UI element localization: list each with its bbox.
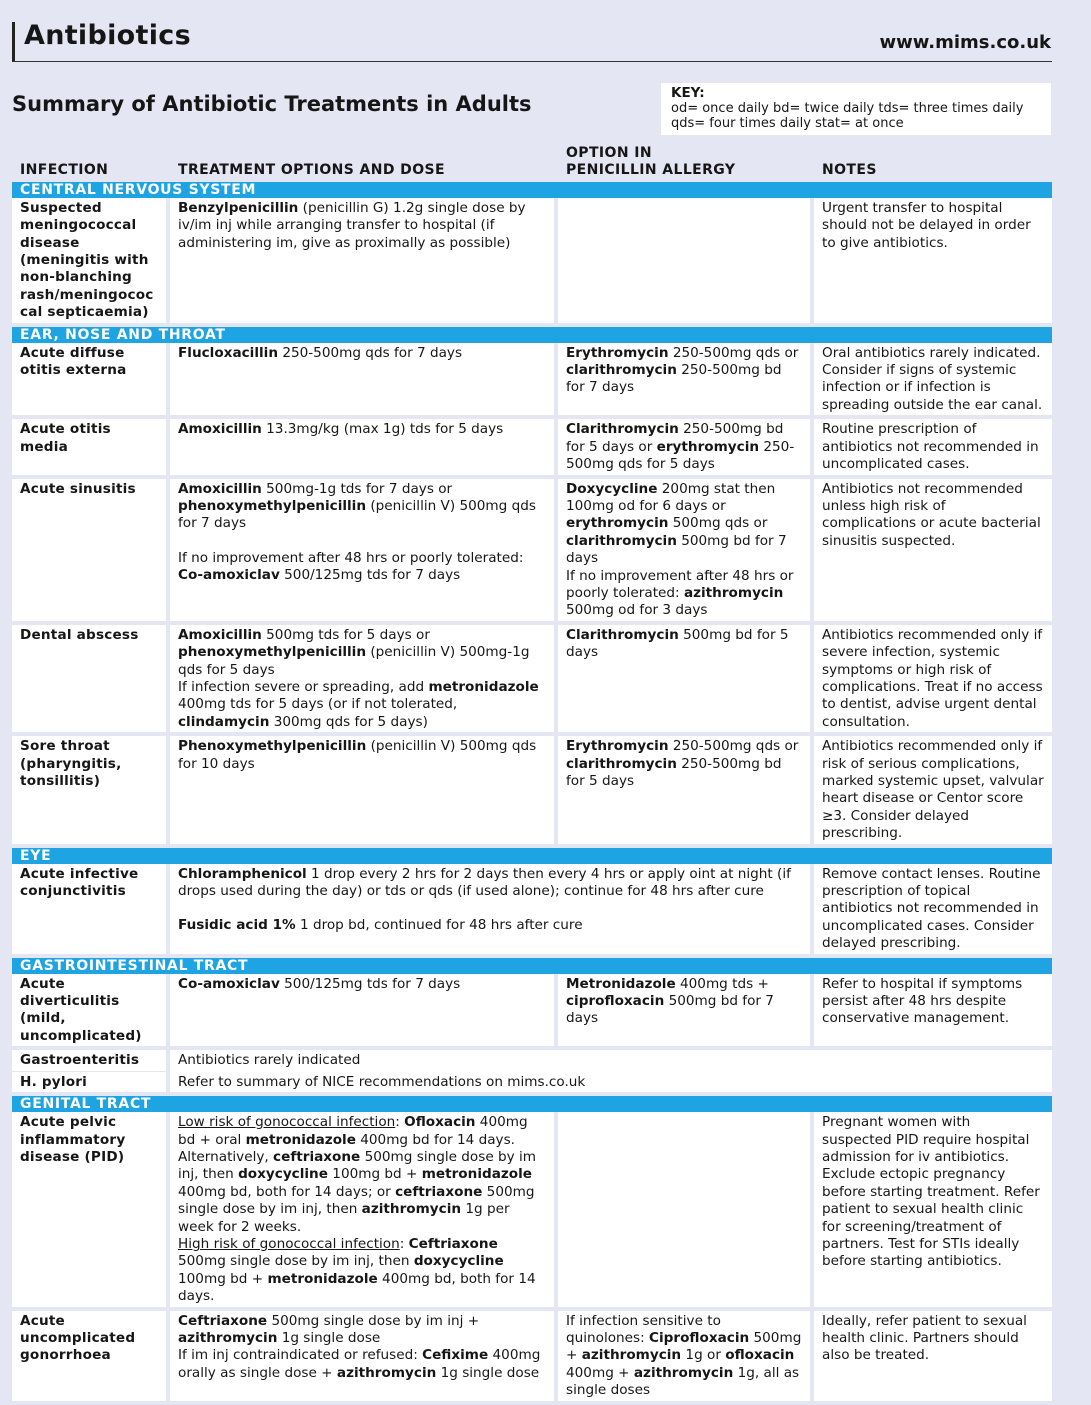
drug-name: doxycycline [238,1166,328,1183]
drug-name: Metronidazole [566,975,676,992]
dose-text: 200mg stat then 100mg od for 6 days or [566,480,776,514]
drug-name: azithromycin [361,1201,462,1218]
drug-name: azithromycin [683,584,784,601]
dose-text: (penicillin V) 500mg qds for 7 days [178,497,536,532]
drug-name: Doxycycline [566,480,658,497]
dose-text: 250-500mg qds for 7 days [278,344,463,361]
dose-text: 500mg-1g tds for 7 days or [261,480,453,497]
dose-text: (penicillin V) 500mg-1g qds for 5 days [178,644,530,678]
table-row [12,625,1052,736]
dose-text: 1 drop every 2 hrs for 2 days then every 4 hrs or apply oint at night (if drops used during the day) or tds or qds (if used alone); continue for 48 hrs after cure [178,865,791,900]
dose-text: 500mg single dose by im inj, then [178,1253,414,1270]
notes-cell: Remove contact lenses. Routine prescription of topical antibiotics not recommended in uncomplicated cases. Consider delayed prescribing. [814,864,1052,958]
dose-text: 400mg bd, both for 14 days. [178,1270,536,1305]
dose-text: 1 drop bd, continued for 48 hrs after cure [295,917,583,934]
dose-text: If no improvement after 48 hrs or poorly tolerated: [178,549,524,566]
key-title: KEY: [671,85,705,101]
notes-cell: Routine prescription of antibiotics not recommended in uncomplicated cases. [814,419,1052,478]
drug-name: Phenoxymethylpenicillin [178,738,367,755]
category-genital: GENITAL TRACT [12,1096,1052,1112]
allergy-cell [558,1112,814,1310]
drug-name: Clarithromycin [566,421,679,438]
col-header-treatment: TREATMENT OPTIONS AND DOSE [178,162,445,179]
table-row [12,198,1052,327]
infection-cell: Acute infective conjunctivitis [12,864,170,958]
drug-name: azithromycin [633,1364,734,1381]
treatment-cell [170,1311,558,1405]
dose-text: 1g per week for 2 weeks. [178,1201,510,1235]
antibiotic-table [12,143,1052,1405]
drug-name: ceftriaxone [395,1183,483,1200]
allergy-cell [558,736,814,847]
allergy-cell [558,479,814,625]
drug-name: Benzylpenicillin [178,199,299,216]
drug-name: clarithromycin [566,755,677,772]
allergy-cell [558,974,814,1051]
drug-name: metronidazole [421,1166,533,1183]
dose-text: 500mg single dose by im inj, then [178,1148,537,1183]
drug-name: erythromycin [656,438,760,455]
table-header-row [12,143,1052,182]
dose-text: 1g or [681,1347,726,1364]
dose-text: 400mg bd + oral [178,1114,528,1148]
treatment-cell: Refer to summary of NICE recommendations on mims.co.uk [170,1072,1052,1096]
dose-text: 300mg qds for 5 days) [269,713,428,730]
treatment-cell [170,864,814,958]
drug-name: Flucloxacillin [178,344,278,361]
drug-name: ciprofloxacin [566,993,665,1010]
drug-name: Co-amoxiclav [178,975,280,992]
dose-text: : [399,1235,409,1252]
key-line-1: od= once daily bd= twice daily tds= three times daily [671,101,1024,116]
notes-cell: Refer to hospital if symptoms persist after 48 hrs despite conservative management. [814,974,1052,1051]
drug-name: ofloxacin [725,1347,795,1364]
dose-text: 400mg tds + [675,975,769,992]
table-row [12,479,1052,625]
allergy-cell [558,625,814,736]
table-row [12,1050,1052,1071]
infection-cell: Suspected meningococcal disease (meningitis with non-blanching rash/meningococcal septicaemia) [12,198,170,327]
table-row [12,864,1052,958]
table-row [12,343,1052,420]
table-row [12,1311,1052,1405]
treatment-cell: Antibiotics rarely indicated [170,1050,1052,1071]
dose-text: 400mg tds for 5 days (or if not tolerated, [178,696,458,713]
drug-name: Ofloxacin [404,1114,476,1131]
notes-cell: Urgent transfer to hospital should not be delayed in order to give antibiotics. [814,198,1052,327]
col-header-infection: INFECTION [20,162,109,179]
drug-name: Amoxicillin [178,480,262,497]
infection-cell: Acute uncomplicated gonorrhoea [12,1311,170,1405]
dose-text: 250-500mg qds for 5 days [566,438,795,473]
table-row [12,1072,1052,1096]
drug-name: azithromycin [178,1329,278,1346]
drug-name: Erythromycin [566,738,669,755]
drug-name: azithromycin [581,1347,682,1364]
dose-text: (penicillin V) 500mg qds for 10 days [178,738,537,772]
drug-name: Co-amoxiclav [178,567,280,584]
dose-text: 500mg bd for 5 days [566,626,789,661]
dose-text: If im inj contraindicated or refused: [178,1347,423,1364]
dose-text: 250-500mg bd for 7 days [566,362,782,396]
infection-cell: Acute diffuse otitis externa [12,343,170,420]
drug-name: clarithromycin [566,362,677,379]
header-divider [12,61,1052,62]
dose-text: 250-500mg bd for 5 days or [566,421,784,455]
dose-text: 1g single dose [277,1329,381,1346]
dose-text: : [395,1114,405,1131]
dosage-key [661,83,1051,135]
dose-text: 100mg bd + [178,1270,268,1287]
category-gi: GASTROINTESTINAL TRACT [12,958,1052,974]
drug-name: clindamycin [178,713,270,730]
allergy-cell [558,198,814,327]
table-row [12,974,1052,1051]
dose-text: 250-500mg bd for 5 days [566,755,782,789]
dose-text: 500/125mg tds for 7 days [279,975,461,992]
infection-cell: Sore throat (pharyngitis, tonsillitis) [12,736,170,847]
treatment-cell [170,625,558,736]
notes-cell: Ideally, refer patient to sexual health clinic. Partners should also be treated. [814,1311,1052,1405]
dose-text: 500/125mg tds for 7 days [279,567,461,584]
drug-name: Ciprofloxacin [649,1329,750,1346]
dose-text: 500mg qds or [668,515,768,532]
infection-cell: Acute otitis media [12,419,170,478]
drug-name: Ceftriaxone [178,1312,268,1329]
drug-name: metronidazole [267,1270,378,1287]
drug-name: clarithromycin [566,532,677,549]
dose-text: 400mg bd, both for 14 days; or [178,1183,396,1200]
dose-text: 400mg bd for 14 days. Alternatively, [178,1131,515,1165]
notes-cell: Antibiotics recommended only if risk of serious complications, marked systemic upset, valvular heart disease or Centor score ≥3. Consider delayed prescribing. [814,736,1052,847]
treatment-cell [170,343,558,420]
drug-name: phenoxymethylpenicillin [178,497,367,514]
table-row [12,736,1052,847]
drug-name: ceftriaxone [273,1148,361,1165]
dose-text: 500mg + [566,1329,802,1364]
dose-text: 500mg bd for 7 days [566,532,787,567]
allergy-cell [558,419,814,478]
drug-name: phenoxymethylpenicillin [178,644,367,661]
col-header-allergy: OPTION IN PENICILLIN ALLERGY [566,145,736,179]
category-cns: CENTRAL NERVOUS SYSTEM [12,182,1052,198]
notes-cell: Antibiotics recommended only if severe infection, systemic symptoms or high risk of complications. Treat if no access to dentist, advise urgent dental consultation. [814,625,1052,736]
drug-name: Amoxicillin [178,421,262,438]
dose-text: 400mg + [566,1364,634,1381]
section-title: Antibiotics [24,20,191,51]
drug-name: metronidazole [245,1131,356,1148]
dose-text: 400mg orally as single dose + [178,1347,541,1381]
table-row [12,419,1052,478]
dose-text: 500mg tds for 5 days or [261,626,430,643]
dose-text: 13.3mg/kg (max 1g) tds for 5 days [261,421,504,438]
infection-cell: Dental abscess [12,625,170,736]
infection-cell: H. pylori [12,1072,170,1096]
key-line-2: qds= four times daily stat= at once [671,116,904,131]
infection-cell: Acute sinusitis [12,479,170,625]
allergy-cell [558,343,814,420]
infection-cell: Acute diverticulitis (mild, uncomplicated) [12,974,170,1051]
notes-cell: Pregnant women with suspected PID require hospital admission for iv antibiotics. Exclude ectopic pregnancy before starting treatment. Refer patient to sexual health clinic for screening/treatment of partners. Test for STIs ideally before starting antibiotics. [814,1112,1052,1310]
dose-text: 250-500mg qds or [668,738,799,755]
notes-cell: Oral antibiotics rarely indicated. Consider if signs of systemic infection or if infection is spreading outside the ear canal. [814,343,1052,420]
drug-name: azithromycin [336,1364,437,1381]
table-row [12,1112,1052,1310]
dose-text: 500mg single dose by im inj + [267,1312,480,1329]
category-ent: EAR, NOSE AND THROAT [12,327,1052,343]
dose-text: (penicillin G) 1.2g single dose by iv/im inj while arranging transfer to hospital (if administering im, give as proximally as possible) [178,199,526,251]
treatment-cell: Low risk of gonococcal infection: Ofloxacin 400mg bd + oral metronidazole 400mg bd for 14 days. Alternatively, ceftriaxone 500mg single dose by im inj, then doxycycline 100mg bd + metronidazole 400mg bd, both for 14 days; or ceftriaxone 500mg single dose by im inj, then azithromycin 1g per week for 2 weeks. High risk of gonococcal infection: Ceftriaxone 500mg single dose by im inj, then doxycycline 100mg bd + metronidazole 400mg bd, both for 14 days. [170,1112,558,1310]
treatment-cell [170,419,558,478]
dose-text: If infection sensitive to quinolones: [566,1312,721,1346]
dose-text: 500mg od for 3 days [566,602,708,619]
infection-cell: Acute pelvic inflammatory disease (PID) [12,1112,170,1310]
treatment-cell [170,198,558,327]
drug-name: Fusidic acid 1% [178,917,296,934]
dose-text: If no improvement after 48 hrs or poorly tolerated: [566,567,794,601]
page-title: Summary of Antibiotic Treatments in Adults [12,92,532,116]
dose-text: 500mg bd for 7 days [566,993,774,1027]
dose-text: If infection severe or spreading, add [178,678,429,695]
drug-name: Chloramphenicol [178,865,307,882]
dose-text: 250-500mg qds or [668,344,799,361]
dose-text: 1g single dose [436,1364,540,1381]
drug-name: Erythromycin [566,344,669,361]
drug-name: metronidazole [428,678,539,695]
drug-name: Cefixime [422,1347,489,1364]
drug-name: Ceftriaxone [408,1235,498,1252]
dose-text: 1g, all as single doses [566,1364,800,1399]
drug-name: Clarithromycin [566,626,679,643]
infection-cell: Gastroenteritis [12,1050,170,1071]
drug-name: erythromycin [566,515,669,532]
site-url[interactable]: www.mims.co.uk [879,32,1051,53]
notes-cell: Antibiotics not recommended unless high risk of complications or acute bacterial sinusitis suspected. [814,479,1052,625]
category-eye: EYE [12,848,1052,864]
drug-name: doxycycline [413,1253,504,1270]
dose-text: 100mg bd + [327,1166,422,1183]
treatment-cell [170,736,558,847]
treatment-cell [170,479,558,625]
drug-name: Amoxicillin [178,626,262,643]
treatment-cell [170,974,558,1051]
col-header-notes: NOTES [822,162,877,179]
dose-text: 500mg single dose by im inj, then [178,1183,535,1218]
allergy-cell [558,1311,814,1405]
header-accent-bar [12,22,15,62]
